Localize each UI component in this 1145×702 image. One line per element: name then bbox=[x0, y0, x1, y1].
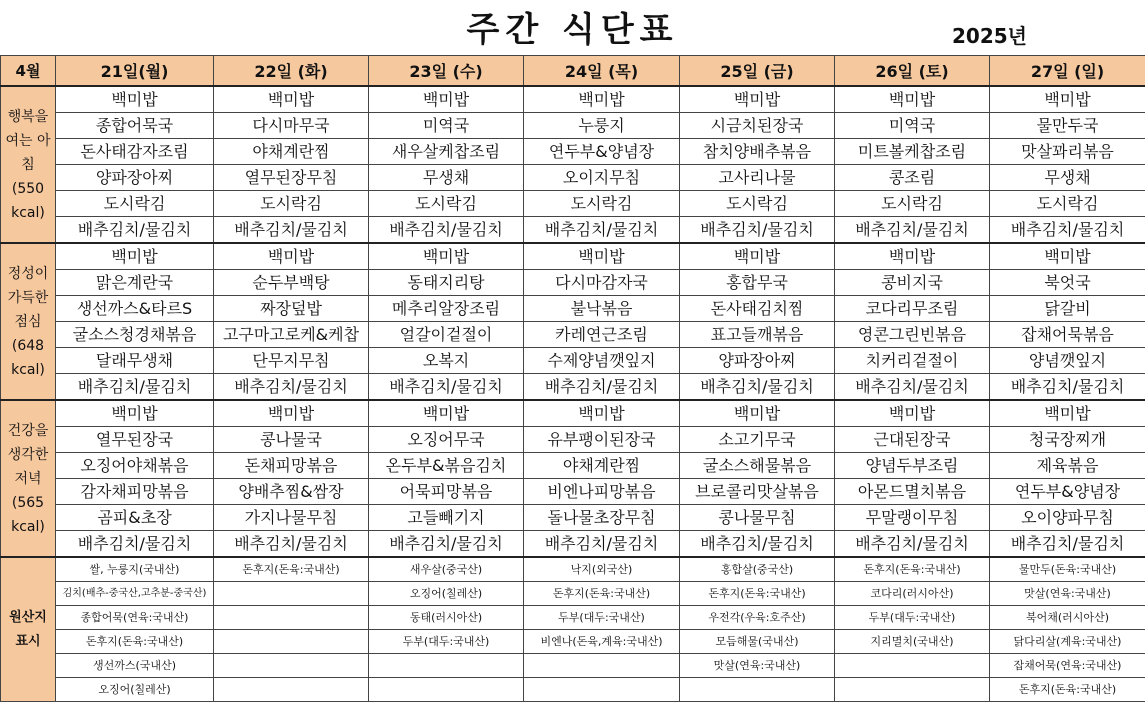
menu-item: 다시마감자국 bbox=[524, 270, 680, 296]
menu-item: 카레연근조림 bbox=[524, 322, 680, 348]
menu-item: 맑은계란국 bbox=[56, 270, 214, 296]
menu-item: 연두부&양념장 bbox=[990, 479, 1145, 505]
menu-item: 종합어묵국 bbox=[56, 113, 214, 139]
menu-item: 오복지 bbox=[369, 348, 524, 374]
menu-item: 배추김치/물김치 bbox=[680, 531, 835, 558]
meal-row bbox=[1, 531, 1145, 558]
menu-item: 백미밥 bbox=[835, 400, 990, 427]
meal-row bbox=[1, 374, 1145, 401]
meal-row bbox=[1, 505, 1145, 531]
menu-item: 참치양배추볶음 bbox=[680, 139, 835, 165]
menu-item: 배추김치/물김치 bbox=[369, 374, 524, 401]
origin-item: 종합어묵(연육:국내산) bbox=[56, 606, 214, 630]
menu-item: 백미밥 bbox=[56, 243, 214, 270]
menu-item: 유부팽이된장국 bbox=[524, 427, 680, 453]
menu-item: 감자채피망볶음 bbox=[56, 479, 214, 505]
meal-row bbox=[1, 479, 1145, 505]
menu-item: 오징어무국 bbox=[369, 427, 524, 453]
meal-row bbox=[1, 113, 1145, 139]
menu-item: 달래무생채 bbox=[56, 348, 214, 374]
menu-item: 배추김치/물김치 bbox=[214, 531, 369, 558]
menu-item: 누룽지 bbox=[524, 113, 680, 139]
origin-item: 물만두(돈육:국내산) bbox=[990, 557, 1145, 582]
origin-item: 오징어(칠레산) bbox=[56, 678, 214, 702]
menu-item: 무생채 bbox=[369, 165, 524, 191]
menu-item: 맛살꽈리볶음 bbox=[990, 139, 1145, 165]
origin-item bbox=[524, 678, 680, 702]
menu-item: 미역국 bbox=[835, 113, 990, 139]
menu-item: 도시락김 bbox=[990, 191, 1145, 217]
origin-item bbox=[680, 678, 835, 702]
origin-item: 두부(대두:국내산) bbox=[835, 606, 990, 630]
day-header: 23일 (수) bbox=[369, 56, 524, 87]
day-header: 21일(월) bbox=[56, 56, 214, 87]
menu-item: 양배추찜&쌈장 bbox=[214, 479, 369, 505]
origin-item: 김치(배추-중국산,고추분-중국산) bbox=[56, 582, 214, 606]
menu-item: 무말랭이무침 bbox=[835, 505, 990, 531]
menu-item: 백미밥 bbox=[990, 86, 1145, 113]
menu-item: 배추김치/물김치 bbox=[835, 217, 990, 244]
menu-item: 열무된장무침 bbox=[214, 165, 369, 191]
menu-item: 배추김치/물김치 bbox=[680, 217, 835, 244]
origin-item: 오징어(칠레산) bbox=[369, 582, 524, 606]
menu-item: 백미밥 bbox=[524, 86, 680, 113]
menu-item: 콩나물무침 bbox=[680, 505, 835, 531]
meal-row bbox=[1, 217, 1145, 244]
header bbox=[0, 0, 1145, 55]
menu-item: 도시락김 bbox=[680, 191, 835, 217]
origin-item: 우전각(우육:호주산) bbox=[680, 606, 835, 630]
menu-item: 제육볶음 bbox=[990, 453, 1145, 479]
origin-item: 비엔나(돈육,계육:국내산) bbox=[524, 630, 680, 654]
menu-item: 돈사태감자조림 bbox=[56, 139, 214, 165]
meal-label: 건강을 생각한 저녁 (565 kcal) bbox=[1, 400, 56, 557]
menu-item: 짜장덮밥 bbox=[214, 296, 369, 322]
meal-row bbox=[1, 270, 1145, 296]
menu-item: 고사리나물 bbox=[680, 165, 835, 191]
menu-item: 고구마고로케&케찹 bbox=[214, 322, 369, 348]
menu-item: 야채계란찜 bbox=[214, 139, 369, 165]
menu-item: 돈채피망볶음 bbox=[214, 453, 369, 479]
menu-item: 배추김치/물김치 bbox=[835, 374, 990, 401]
origin-row bbox=[1, 606, 1145, 630]
menu-item: 배추김치/물김치 bbox=[56, 374, 214, 401]
menu-item: 도시락김 bbox=[56, 191, 214, 217]
menu-item: 단무지무침 bbox=[214, 348, 369, 374]
menu-item: 양념두부조림 bbox=[835, 453, 990, 479]
origin-item: 돈후지(돈육:국내산) bbox=[990, 678, 1145, 702]
menu-item: 열무된장국 bbox=[56, 427, 214, 453]
origin-item bbox=[369, 654, 524, 678]
menu-item: 청국장찌개 bbox=[990, 427, 1145, 453]
menu-item: 배추김치/물김치 bbox=[369, 217, 524, 244]
menu-item: 백미밥 bbox=[835, 86, 990, 113]
origin-row bbox=[1, 582, 1145, 606]
origin-item: 북어채(러시아산) bbox=[990, 606, 1145, 630]
menu-item: 배추김치/물김치 bbox=[835, 531, 990, 558]
menu-item: 코다리무조림 bbox=[835, 296, 990, 322]
menu-item: 오이지무침 bbox=[524, 165, 680, 191]
origin-row bbox=[1, 678, 1145, 702]
menu-item: 백미밥 bbox=[990, 243, 1145, 270]
origin-item: 돈후지(돈육:국내산) bbox=[524, 582, 680, 606]
menu-item: 배추김치/물김치 bbox=[990, 531, 1145, 558]
origin-item: 맛살(연육:국내산) bbox=[990, 582, 1145, 606]
menu-item: 백미밥 bbox=[214, 86, 369, 113]
meal-row bbox=[1, 139, 1145, 165]
menu-item: 백미밥 bbox=[369, 400, 524, 427]
menu-item: 홍합무국 bbox=[680, 270, 835, 296]
menu-item: 백미밥 bbox=[680, 400, 835, 427]
menu-item: 근대된장국 bbox=[835, 427, 990, 453]
menu-item: 북엇국 bbox=[990, 270, 1145, 296]
origin-item bbox=[214, 582, 369, 606]
origin-item: 두부(대두:국내산) bbox=[524, 606, 680, 630]
meal-row bbox=[1, 348, 1145, 374]
menu-item: 오이양파무침 bbox=[990, 505, 1145, 531]
menu-item: 배추김치/물김치 bbox=[56, 217, 214, 244]
origin-item: 맛살(연육:국내산) bbox=[680, 654, 835, 678]
origin-item: 닭다리살(계육:국내산) bbox=[990, 630, 1145, 654]
menu-item: 시금치된장국 bbox=[680, 113, 835, 139]
menu-item: 백미밥 bbox=[680, 243, 835, 270]
menu-item: 배추김치/물김치 bbox=[369, 531, 524, 558]
meal-row bbox=[1, 165, 1145, 191]
origin-row bbox=[1, 557, 1145, 582]
origin-item bbox=[214, 606, 369, 630]
menu-item: 다시마무국 bbox=[214, 113, 369, 139]
meal-label: 행복을 여는 아침 (550 kcal) bbox=[1, 86, 56, 243]
year-label: 2025년 bbox=[952, 20, 1027, 49]
origin-item bbox=[524, 654, 680, 678]
menu-item: 백미밥 bbox=[56, 400, 214, 427]
origin-item: 모듬해물(국내산) bbox=[680, 630, 835, 654]
menu-item: 배추김치/물김치 bbox=[524, 531, 680, 558]
origin-item bbox=[214, 630, 369, 654]
meal-row bbox=[1, 427, 1145, 453]
page-title: 주간 식단표 bbox=[0, 2, 1145, 51]
menu-item: 배추김치/물김치 bbox=[680, 374, 835, 401]
origin-item: 두부(대두:국내산) bbox=[369, 630, 524, 654]
day-header: 25일 (금) bbox=[680, 56, 835, 87]
menu-item: 수제양념깻잎지 bbox=[524, 348, 680, 374]
month-header: 4월 bbox=[1, 56, 56, 87]
origin-item: 생선까스(국내산) bbox=[56, 654, 214, 678]
menu-item: 어묵피망볶음 bbox=[369, 479, 524, 505]
menu-item: 불낙볶음 bbox=[524, 296, 680, 322]
menu-item: 돌나물초장무침 bbox=[524, 505, 680, 531]
menu-item: 아몬드멸치볶음 bbox=[835, 479, 990, 505]
menu-item: 배추김치/물김치 bbox=[990, 374, 1145, 401]
origin-item bbox=[369, 678, 524, 702]
menu-item: 양파장아찌 bbox=[56, 165, 214, 191]
menu-item: 배추김치/물김치 bbox=[214, 217, 369, 244]
menu-item: 오징어야채볶음 bbox=[56, 453, 214, 479]
meal-row bbox=[1, 243, 1145, 270]
meal-row bbox=[1, 296, 1145, 322]
menu-item: 미트볼케찹조림 bbox=[835, 139, 990, 165]
origin-item: 돈후지(돈육:국내산) bbox=[680, 582, 835, 606]
menu-item: 고들빼기지 bbox=[369, 505, 524, 531]
origin-item: 돈후지(돈육:국내산) bbox=[835, 557, 990, 582]
menu-item: 얼갈이겉절이 bbox=[369, 322, 524, 348]
menu-item: 도시락김 bbox=[369, 191, 524, 217]
menu-item: 도시락김 bbox=[214, 191, 369, 217]
menu-item: 가지나물무침 bbox=[214, 505, 369, 531]
menu-item: 백미밥 bbox=[214, 243, 369, 270]
menu-item: 배추김치/물김치 bbox=[524, 374, 680, 401]
menu-item: 무생채 bbox=[990, 165, 1145, 191]
origin-item bbox=[835, 678, 990, 702]
menu-item: 양파장아찌 bbox=[680, 348, 835, 374]
menu-item: 백미밥 bbox=[524, 400, 680, 427]
day-header-row bbox=[1, 56, 1145, 87]
meal-row bbox=[1, 400, 1145, 427]
origin-item: 돈후지(돈육:국내산) bbox=[56, 630, 214, 654]
menu-item: 영콘그린빈볶음 bbox=[835, 322, 990, 348]
menu-item: 백미밥 bbox=[214, 400, 369, 427]
menu-item: 콩조림 bbox=[835, 165, 990, 191]
menu-item: 배추김치/물김치 bbox=[214, 374, 369, 401]
day-header: 24일 (목) bbox=[524, 56, 680, 87]
menu-item: 온두부&볶음김치 bbox=[369, 453, 524, 479]
menu-item: 백미밥 bbox=[835, 243, 990, 270]
menu-item: 백미밥 bbox=[680, 86, 835, 113]
meal-row bbox=[1, 322, 1145, 348]
menu-item: 배추김치/물김치 bbox=[990, 217, 1145, 244]
menu-item: 콩비지국 bbox=[835, 270, 990, 296]
menu-item: 백미밥 bbox=[369, 86, 524, 113]
meal-row bbox=[1, 86, 1145, 113]
menu-item: 물만두국 bbox=[990, 113, 1145, 139]
menu-item: 콩나물국 bbox=[214, 427, 369, 453]
origin-item: 코다리(러시아산) bbox=[835, 582, 990, 606]
menu-item: 생선까스&타르S bbox=[56, 296, 214, 322]
day-header: 27일 (일) bbox=[990, 56, 1145, 87]
menu-item: 미역국 bbox=[369, 113, 524, 139]
menu-item: 곰피&초장 bbox=[56, 505, 214, 531]
origin-item: 새우살(중국산) bbox=[369, 557, 524, 582]
menu-item: 잡채어묵볶음 bbox=[990, 322, 1145, 348]
menu-item: 도시락김 bbox=[835, 191, 990, 217]
menu-item: 연두부&양념장 bbox=[524, 139, 680, 165]
menu-item: 도시락김 bbox=[524, 191, 680, 217]
menu-item: 브로콜리맛살볶음 bbox=[680, 479, 835, 505]
origin-item: 지리멸치(국내산) bbox=[835, 630, 990, 654]
menu-item: 소고기무국 bbox=[680, 427, 835, 453]
menu-item: 백미밥 bbox=[990, 400, 1145, 427]
origin-item bbox=[214, 678, 369, 702]
menu-item: 치커리겉절이 bbox=[835, 348, 990, 374]
origin-item: 쌀, 누룽지(국내산) bbox=[56, 557, 214, 582]
menu-item: 동태지리탕 bbox=[369, 270, 524, 296]
origin-item: 잡채어묵(연육:국내산) bbox=[990, 654, 1145, 678]
menu-item: 비엔나피망볶음 bbox=[524, 479, 680, 505]
menu-table bbox=[0, 55, 1145, 702]
day-header: 26일 (토) bbox=[835, 56, 990, 87]
menu-item: 백미밥 bbox=[56, 86, 214, 113]
menu-item: 닭갈비 bbox=[990, 296, 1145, 322]
menu-item: 백미밥 bbox=[524, 243, 680, 270]
origin-row bbox=[1, 654, 1145, 678]
origin-item bbox=[214, 654, 369, 678]
menu-item: 백미밥 bbox=[369, 243, 524, 270]
menu-item: 굴소스해물볶음 bbox=[680, 453, 835, 479]
menu-item: 야채계란찜 bbox=[524, 453, 680, 479]
origin-item: 돈후지(돈육:국내산) bbox=[214, 557, 369, 582]
origin-item bbox=[835, 654, 990, 678]
menu-item: 메추리알장조림 bbox=[369, 296, 524, 322]
menu-item: 돈사태김치찜 bbox=[680, 296, 835, 322]
menu-item: 표고들깨볶음 bbox=[680, 322, 835, 348]
origin-label: 원산지 표시 bbox=[1, 557, 56, 702]
menu-item: 순두부백탕 bbox=[214, 270, 369, 296]
meal-label: 정성이 가득한 점심 (648 kcal) bbox=[1, 243, 56, 400]
meal-row bbox=[1, 191, 1145, 217]
menu-item: 배추김치/물김치 bbox=[524, 217, 680, 244]
origin-item: 동태(러시아산) bbox=[369, 606, 524, 630]
menu-item: 새우살케찹조림 bbox=[369, 139, 524, 165]
menu-item: 배추김치/물김치 bbox=[56, 531, 214, 558]
meal-row bbox=[1, 453, 1145, 479]
origin-item: 낙지(외국산) bbox=[524, 557, 680, 582]
day-header: 22일 (화) bbox=[214, 56, 369, 87]
origin-row bbox=[1, 630, 1145, 654]
menu-item: 양념깻잎지 bbox=[990, 348, 1145, 374]
menu-item: 굴소스청경채볶음 bbox=[56, 322, 214, 348]
origin-item: 홍합살(중국산) bbox=[680, 557, 835, 582]
